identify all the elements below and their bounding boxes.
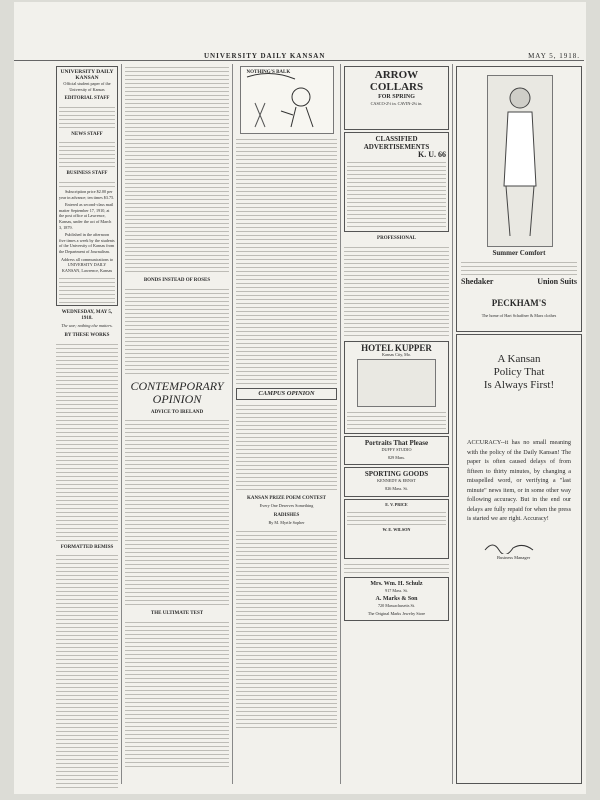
collars-styles: CASCO-2½ in. CAVIN-2¾ in. <box>370 101 423 106</box>
cartoon-label: NOTHING'S BALK <box>246 70 291 75</box>
duffy-studio-ad <box>344 436 449 465</box>
bonds-heading: BONDS INSTEAD OF ROSES <box>143 278 211 283</box>
column-divider <box>232 64 233 784</box>
collars-spring: FOR SPRING <box>378 94 415 100</box>
published-note: Published in the afternoon five times a week by the students of the University of Kansas from the Department of Journalism. <box>59 232 115 254</box>
column-two <box>125 64 229 788</box>
schulz-name: Mrs. Wm. H. Schulz <box>370 580 423 587</box>
marks-tagline: The Original Marks Jewelry Store <box>367 610 426 616</box>
duffy-name: DUFFY STUDIO <box>381 447 412 453</box>
date-line: WEDNESDAY, MAY 5, 1918. <box>61 310 113 321</box>
editorial2-heading: FORMATTED REMISS <box>60 544 114 550</box>
masthead-rule <box>14 60 584 61</box>
business-manager: Business Manager <box>497 555 531 561</box>
peckham-tagline: The home of Hart Schaffner & Marx clothes <box>481 313 557 318</box>
classified-heading: CLASSIFIED ADVERTISEMENTS <box>363 135 430 151</box>
cartoon <box>240 66 334 134</box>
masthead-date: MAY 5, 1918. <box>528 52 580 60</box>
union-suits: Union Suits <box>537 277 577 286</box>
collars-arrow: ARROW <box>374 69 419 81</box>
arrow-collar-ad <box>344 66 449 130</box>
sporting-firm: KENNEDY & ERNST <box>377 478 416 484</box>
column-editorial <box>56 64 118 788</box>
classified-box <box>344 132 449 232</box>
peckham-ad <box>456 66 582 332</box>
hotel-kupper-ad <box>344 341 449 435</box>
sporting-heading: SPORTING GOODS <box>364 470 429 479</box>
man-in-union-suit-image <box>487 75 553 247</box>
hotel-city: Kansas City, Mo. <box>381 351 412 357</box>
advice-heading: ADVICE TO IRELAND <box>150 409 204 415</box>
campus-opinion-heading: CAMPUS OPINION <box>258 390 315 397</box>
wilson-name: W. E. WILSON <box>382 527 411 533</box>
marks-address: 720 Massachusetts St. <box>377 603 416 609</box>
address-note: Address all communications to UNIVERSITY DAILY KANSAN, Lawrence, Kansas <box>61 256 113 273</box>
figure-illustration <box>488 76 552 246</box>
schulz-address: 917 Mass. St. <box>385 587 408 593</box>
contemporary-opinion: CONTEMPORARY OPINION <box>130 378 224 406</box>
contest-heading: KANSAN PRIZE POEM CONTEST <box>246 495 327 501</box>
kansan-policy-box <box>456 334 582 784</box>
column-divider <box>340 64 341 784</box>
masthead-title: UNIVERSITY DAILY KANSAN <box>204 52 326 60</box>
column-divider <box>121 64 122 784</box>
column-ads <box>344 64 449 788</box>
shedaker-brand: Shedaker <box>461 277 494 286</box>
poem-title: RADISHES <box>273 512 300 518</box>
paper-name: UNIVERSITY DAILY KANSAN <box>60 69 114 81</box>
subscription-note: Subscription price $2.00 per year in advance; ten times $3.75. <box>59 188 115 200</box>
signature-image <box>483 540 543 554</box>
summer-comfort: Summer Comfort <box>492 249 546 257</box>
accuracy-text: ACCURACY--it has no small meaning with the policy of the Daily Kansan! The paper is often caused delays of from fifteen to thirty minutes, by changing a misspelled word, or verifying a "last minute" news item, or in some other way following accuracy. But in the end our delays are fully repaid for when the press is started we are right. Accuracy! <box>467 439 571 522</box>
policy-line-2: Policy That <box>493 366 545 378</box>
policy-line-3: Is Always First! <box>483 379 555 391</box>
sporting-goods-ad <box>344 467 449 496</box>
paper-subtitle: Official student paper of the University of Kansas <box>63 81 111 92</box>
professional-heading: PROFESSIONAL <box>377 236 416 241</box>
sporting-address: 826 Mass. St. <box>385 485 408 491</box>
column-three <box>236 64 337 788</box>
price-wilson-ad <box>344 499 449 559</box>
cartoon-illustration <box>241 67 333 133</box>
collars-collars: COLLARS <box>369 81 424 93</box>
hotel-building-image <box>357 359 436 407</box>
contest-subheading: Every One Deserves Something <box>259 503 314 509</box>
marks-name: A. Marks & Son <box>375 596 418 603</box>
price-name: E. V. PRICE <box>385 501 408 507</box>
portraits-heading: Portraits That Please <box>364 439 429 448</box>
policy-line-1: A Kansan <box>497 353 541 365</box>
hotel-name: HOTEL KUPPER <box>361 342 432 353</box>
schulz-marks-ad <box>344 577 449 622</box>
editorial1-heading: BY THESE WORKS <box>64 333 110 339</box>
business-heading: BUSINESS STAFF <box>66 171 108 177</box>
staff-heading: EDITORIAL STAFF <box>64 96 110 102</box>
ultimate-heading: THE ULTIMATE TEST <box>150 611 204 617</box>
column-divider <box>452 64 453 784</box>
column-right <box>456 64 582 788</box>
peckham-name: PECKHAM'S <box>491 298 547 308</box>
entered-note: Entered as second-class mail matter September 17, 1910, at the post office at Lawrence, Kansas, under the act of March 3, 1879. <box>59 202 114 230</box>
duffy-address: 829 Mass. <box>387 454 406 460</box>
classified-phone: K. U. 66 <box>418 150 446 159</box>
campus-opinion-box <box>236 388 337 400</box>
poem-author: By M. Myrtle Sopher <box>268 520 305 526</box>
masthead-box <box>56 66 118 306</box>
motto: The war; nothing else matters. <box>61 323 113 329</box>
news-heading: NEWS STAFF <box>71 131 103 137</box>
